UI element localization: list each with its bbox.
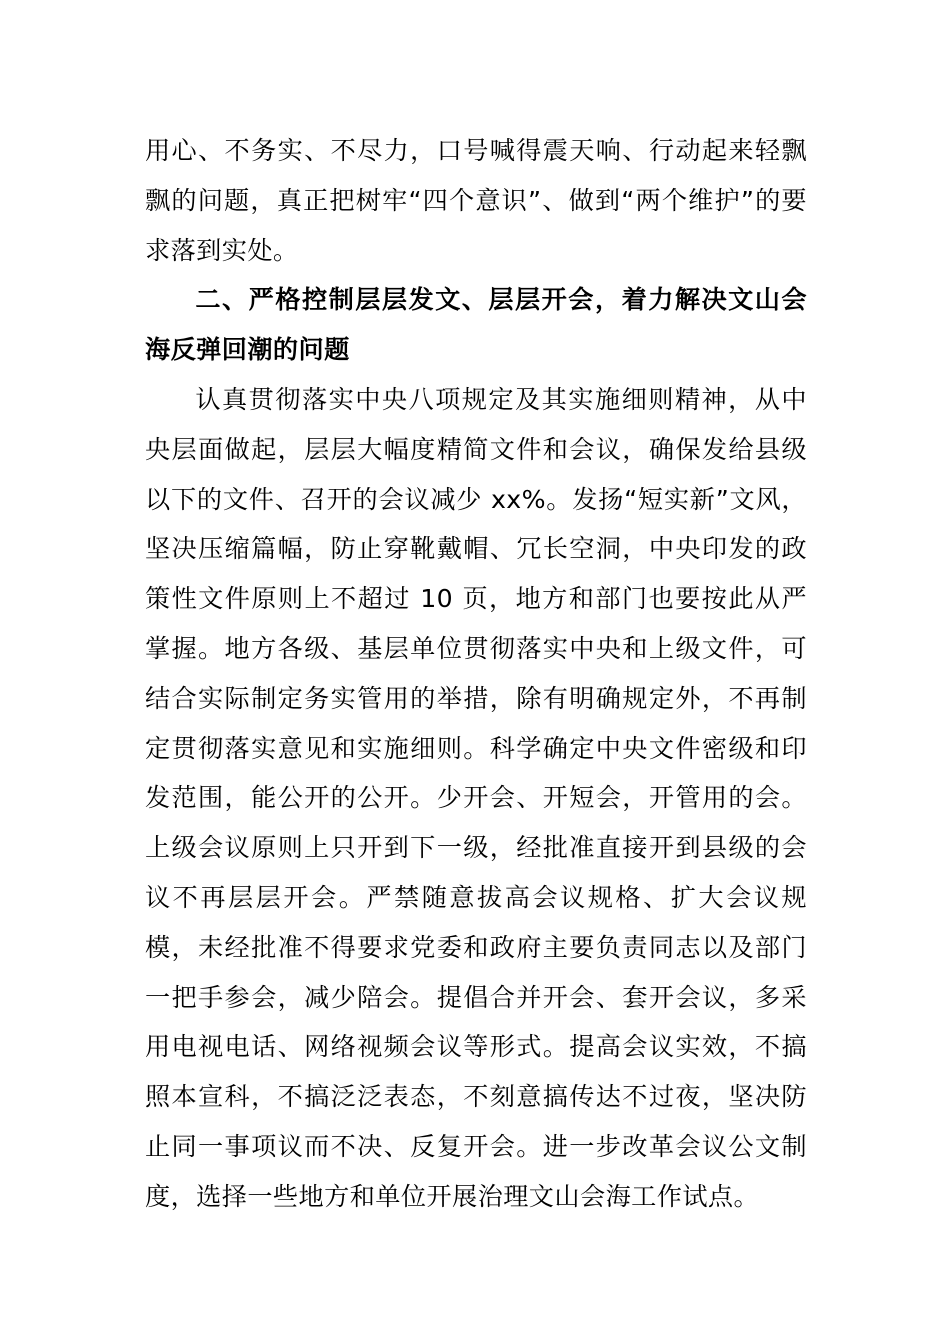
section-heading: 二、严格控制层层发文、层层开会，着力解决文山会海反弹回潮的问题 [145, 285, 807, 365]
continued-paragraph: 用心、不务实、不尽力，口号喊得震天响、行动起来轻飘飘的问题，真正把树牢“四个意识”、做到“两个维护”的要求落到实处。 [145, 136, 807, 265]
body-paragraph: 认真贯彻落实中央八项规定及其实施细则精神，从中央层面做起，层层大幅度精简文件和会议，确保发给县级以下的文件、召开的会议减少 xx%。发扬“短实新”文风，坚决压缩篇幅，防止穿靴戴帽、冗长空洞，中央印发的政策性文件原则上不超过 10 页，地方和部门也要按此从严掌握。地方各级、基层单位贯彻落实中央和上级文件，可结合实际制定务实管用的举措，除有明确规定外，不再制定贯彻落实意见和实施细则。科学确定中央文件密级和印发范围，能公开的公开。少开会、开短会，开管用的会。上级会议原则上只开到下一级，经批准直接开到县级的会议不再层层开会。严禁随意拔高会议规格、扩大会议规模，未经批准不得要求党委和政府主要负责同志以及部门一把手参会，减少陪会。提倡合并开会、套开会议，多采用电视电话、网络视频会议等形式。提高会议实效，不搞照本宣科，不搞泛泛表态，不刻意搞传达不过夜，坚决防止同一事项议而不决、反复开会。进一步改革会议公文制度，选择一些地方和单位开展治理文山会海工作试点。 [145, 384, 807, 1211]
document-page [145, 126, 807, 1222]
